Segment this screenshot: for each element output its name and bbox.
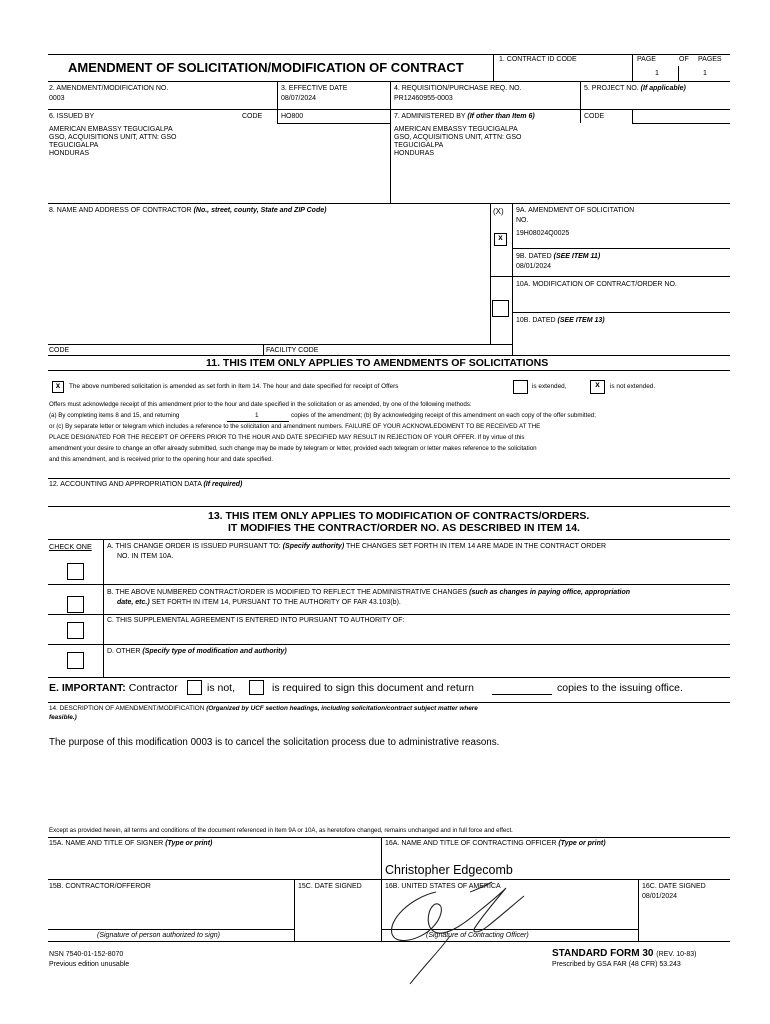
item-16c-label: 16C. DATE SIGNED xyxy=(642,883,706,890)
item-13b-checkbox[interactable] xyxy=(67,596,84,613)
item-13c-text: C. THIS SUPPLEMENTAL AGREEMENT IS ENTERED INTO PURSUANT TO AUTHORITY OF: xyxy=(107,617,405,624)
item-14-label-2: feasible.) xyxy=(49,714,77,721)
item-13-heading: 13. THIS ITEM ONLY APPLIES TO MODIFICATION OF CONTRACTS/ORDERS. xyxy=(208,510,590,522)
nsn-number: NSN 7540-01-152-8070 xyxy=(49,951,124,958)
contractor-signature-caption: (Signature of person authorized to sign) xyxy=(97,932,220,939)
modification-description: The purpose of this modification 0003 is to cancel the solicitation process due to administrative reasons. xyxy=(49,737,500,748)
important-line: E. IMPORTANT: Contractor xyxy=(49,682,178,694)
item-9a-label-no: NO. xyxy=(516,217,529,224)
item-15c-label: 15C. DATE SIGNED xyxy=(298,883,362,890)
item-10a-label: 10A. MODIFICATION OF CONTRACT/ORDER NO. xyxy=(516,281,677,288)
item-9b-label: 9B. DATED (SEE ITEM 11) xyxy=(516,253,601,260)
effective-date-value: 08/07/2024 xyxy=(281,95,317,102)
pages-value: 1 xyxy=(703,70,707,77)
issued-by-line: HONDURAS xyxy=(49,150,90,157)
contractor-is-required-checkbox[interactable] xyxy=(249,680,264,695)
item-11-line: (a) By completing items 8 and 15, and returning xyxy=(49,412,180,419)
administered-by-line: GSO, ACQUISITIONS UNIT, ATTN: GSO xyxy=(394,134,522,141)
item-9b-value: 08/01/2024 xyxy=(516,263,552,270)
is-not-extended-checkbox[interactable]: x xyxy=(590,380,605,394)
item-11-heading: 11. THIS ITEM ONLY APPLIES TO AMENDMENTS OF SOLICITATIONS xyxy=(206,357,549,369)
officer-signature-caption: (Signature of Contracting Officer) xyxy=(426,932,529,939)
item-13a-text-2: NO. IN ITEM 10A. xyxy=(117,553,174,560)
contract-id-code-label: 1. CONTRACT ID CODE xyxy=(499,56,577,63)
amendment-no-label: 2. AMENDMENT/MODIFICATION NO. xyxy=(49,85,169,92)
administered-by-label: 7. ADMINISTERED BY (If other than Item 6) xyxy=(394,113,535,120)
amendment-no-value: 0003 xyxy=(49,95,65,102)
issued-by-line: AMERICAN EMBASSY TEGUCIGALPA xyxy=(49,126,173,133)
item-13-subheading: IT MODIFIES THE CONTRACT/ORDER NO. AS DESCRIBED IN ITEM 14. xyxy=(228,522,580,534)
contractor-code-label: CODE xyxy=(49,347,70,354)
project-no-label: 5. PROJECT NO. (If applicable) xyxy=(584,85,686,92)
item-15a-label: 15A. NAME AND TITLE OF SIGNER (Type or print) xyxy=(49,840,213,847)
is-extended-label: is extended, xyxy=(532,383,567,390)
item-10b-label: 10B. DATED (SEE ITEM 13) xyxy=(516,317,605,324)
item-11-line: or (c) By separate letter or telegram which includes a reference to the solicitation and amendment numbers. FAILURE OF YOUR ACKNOWLEDGMENT TO BE RECEIVED AT THE xyxy=(49,423,541,430)
standard-form-label: STANDARD FORM 30 (REV. 10-83) xyxy=(552,948,697,959)
item-16c-value: 08/01/2024 xyxy=(642,893,678,900)
copies-count: 1 xyxy=(255,412,259,419)
previous-edition-note: Previous edition unusable xyxy=(49,961,130,968)
item-12-label: 12. ACCOUNTING AND APPROPRIATION DATA (If required) xyxy=(49,481,243,488)
effective-date-label: 3. EFFECTIVE DATE xyxy=(281,85,348,92)
contracting-officer-name: Christopher Edgecomb xyxy=(385,863,513,877)
issued-by-line: GSO, ACQUISITIONS UNIT, ATTN: GSO xyxy=(49,134,177,141)
administered-by-line: TEGUCIGALPA xyxy=(394,142,444,149)
issued-by-code-label: CODE xyxy=(242,113,263,120)
solicitation-no-value: 19H08024Q0025 xyxy=(516,230,570,237)
page-label: PAGE xyxy=(637,56,656,63)
administered-code-label: CODE xyxy=(584,113,605,120)
form-title: AMENDMENT OF SOLICITATION/MODIFICATION OF CONTRACT xyxy=(68,60,464,75)
item-11-line: PLACE DESIGNATED FOR THE RECEIPT OF OFFERS PRIOR TO THE HOUR AND DATE SPECIFIED MAY RESULT IN REJECTION OF YOUR OFFER. If by virtue of this xyxy=(49,434,525,441)
item-15b-label: 15B. CONTRACTOR/OFFEROR xyxy=(49,883,151,890)
item-11-line: Offers must acknowledge receipt of this amendment prior to the hour and date specified in the solicitation or as amended, by one of the following methods: xyxy=(49,401,472,408)
item-13a-checkbox[interactable] xyxy=(67,563,84,580)
item-11-line: and this amendment, and is received prior to the opening hour and date specified. xyxy=(49,456,273,463)
contractor-label: 8. NAME AND ADDRESS OF CONTRACTOR (No., street, county, State and ZIP Code) xyxy=(49,207,327,214)
terms-statement: Except as provided herein, all terms and conditions of the document referenced in Item 9A or 10A, as heretofore changed, remains unchanged and in full force and effect. xyxy=(49,827,513,834)
issued-by-code-value: HO800 xyxy=(281,113,304,120)
facility-code-label: FACILITY CODE xyxy=(266,347,319,354)
item-13d-text: D. OTHER (Specify type of modification and authority) xyxy=(107,648,287,655)
item-9a-checkbox[interactable]: x xyxy=(494,233,507,246)
item-11-text: The above numbered solicitation is amended as set forth in Item 14. The hour and date specified for receipt of Offers xyxy=(69,383,399,390)
item-16b-label: 16B. UNITED STATES OF AMERICA xyxy=(385,883,501,890)
item-13d-checkbox[interactable] xyxy=(67,652,84,669)
item-10a-checkbox[interactable] xyxy=(492,300,509,317)
pages-label: PAGES xyxy=(698,56,722,63)
issued-by-line: TEGUCIGALPA xyxy=(49,142,99,149)
administered-by-line: HONDURAS xyxy=(394,150,435,157)
of-label: OF xyxy=(679,56,689,63)
requisition-value: PR12460955-0003 xyxy=(394,95,453,102)
check-one-label: CHECK ONE xyxy=(49,542,92,551)
item-14-label: 14. DESCRIPTION OF AMENDMENT/MODIFICATION (Organized by UCF section headings, including solicitation/contract subject matter where xyxy=(49,705,478,712)
item-13b-text: B. THE ABOVE NUMBERED CONTRACT/ORDER IS MODIFIED TO REFLECT THE ADMINISTRATIVE CHANGES (such as changes in paying office, appropriation xyxy=(107,589,631,596)
item-9a-label: 9A. AMENDMENT OF SOLICITATION xyxy=(516,207,635,214)
contractor-is-not-checkbox[interactable] xyxy=(187,680,202,695)
is-required-label: is required to sign this document and return xyxy=(272,682,474,694)
item-13b-text-2: date, etc.) SET FORTH IN ITEM 14, PURSUANT TO THE AUTHORITY OF FAR 43.103(b). xyxy=(117,599,401,606)
item-13c-checkbox[interactable] xyxy=(67,622,84,639)
item-13a-text: A. THIS CHANGE ORDER IS ISSUED PURSUANT TO: (Specify authority) THE CHANGES SET FORTH IN ITEM 14 ARE MADE IN THE CONTRACT ORDER xyxy=(107,543,607,550)
item-11-line: amendment your desire to change an offer already submitted, such change may be made by telegram or letter, provided each telegram or letter makes reference to the solicitation xyxy=(49,445,537,452)
issued-by-label: 6. ISSUED BY xyxy=(49,113,95,120)
requisition-label: 4. REQUISITION/PURCHASE REQ. NO. xyxy=(394,85,522,92)
solicitation-amended-checkbox[interactable]: x xyxy=(52,381,64,393)
prescribed-by: Prescribed by GSA FAR (48 CFR) 53.243 xyxy=(552,961,681,968)
x-column-label: (X) xyxy=(493,207,504,216)
administered-by-line: AMERICAN EMBASSY TEGUCIGALPA xyxy=(394,126,518,133)
is-not-extended-label: is not extended. xyxy=(610,383,656,390)
item-11-line: copies of the amendment; (b) By acknowledging receipt of this amendment on each copy of the offer submitted; xyxy=(291,412,596,419)
item-16a-label: 16A. NAME AND TITLE OF CONTRACTING OFFICER (Type or print) xyxy=(385,840,606,847)
contracting-officer-signature xyxy=(380,870,560,990)
is-extended-checkbox[interactable] xyxy=(513,380,528,394)
page-value: 1 xyxy=(655,70,659,77)
copies-to-office-label: copies to the issuing office. xyxy=(557,682,683,694)
is-not-label: is not, xyxy=(207,682,236,694)
